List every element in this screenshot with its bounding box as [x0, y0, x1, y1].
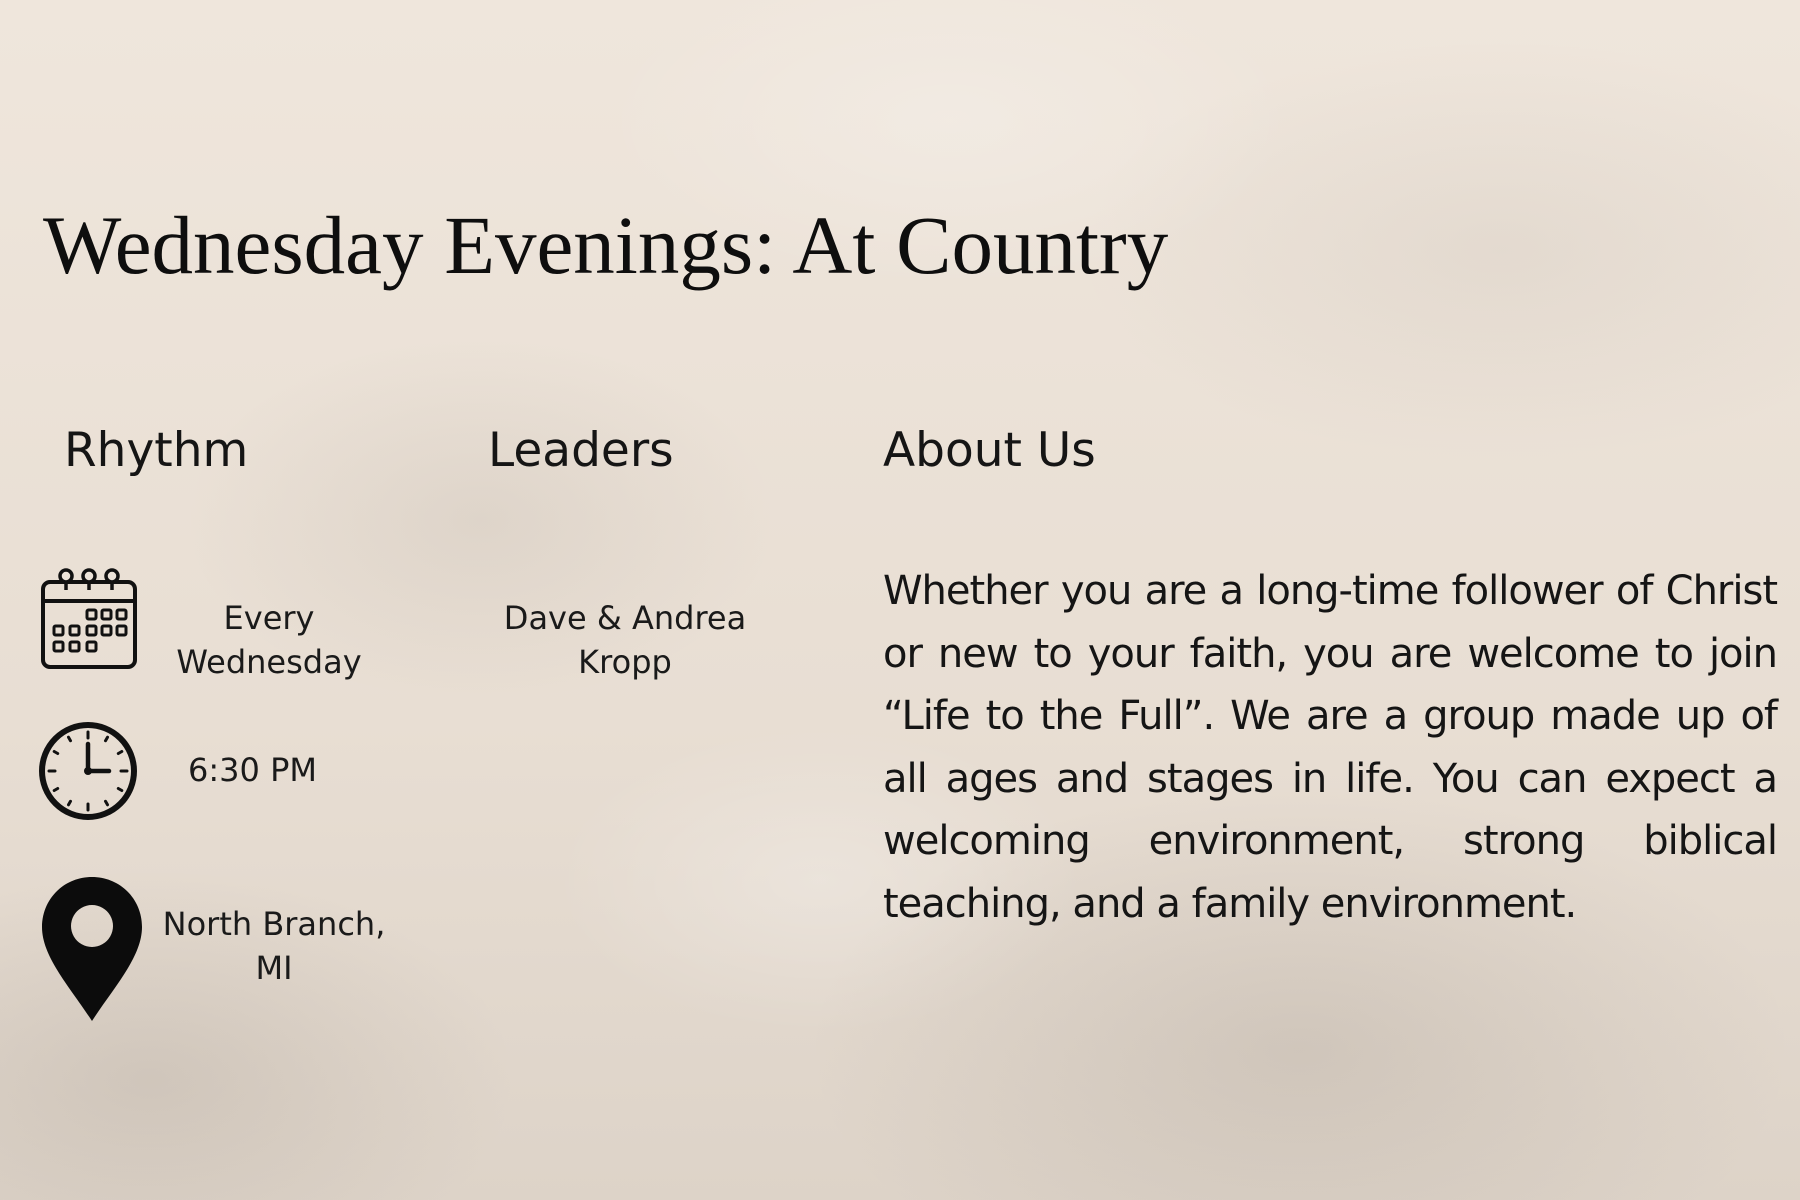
page-title: Wednesday Evenings: At Country [43, 199, 1169, 291]
about-description: Whether you are a long-time follower of Christ or new to your faith, you are welcome to join “Life to the Full”. We are a group made up of all ages and stages in life. You can expect a welcoming environment, strong biblical teaching, and a family environment. [883, 568, 1777, 927]
meeting-location: North Branch, MI [162, 905, 386, 987]
leader-names: Dave & Andrea Kropp [503, 599, 747, 681]
leaders-heading: Leaders [488, 423, 674, 478]
clock-icon [37, 720, 139, 822]
meeting-time: 6:30 PM [188, 751, 317, 789]
about-heading: About Us [883, 423, 1096, 478]
meeting-day: Every Wednesday [176, 599, 362, 681]
calendar-icon [40, 566, 138, 670]
rhythm-heading: Rhythm [64, 423, 249, 478]
location-pin-icon [40, 875, 144, 1023]
